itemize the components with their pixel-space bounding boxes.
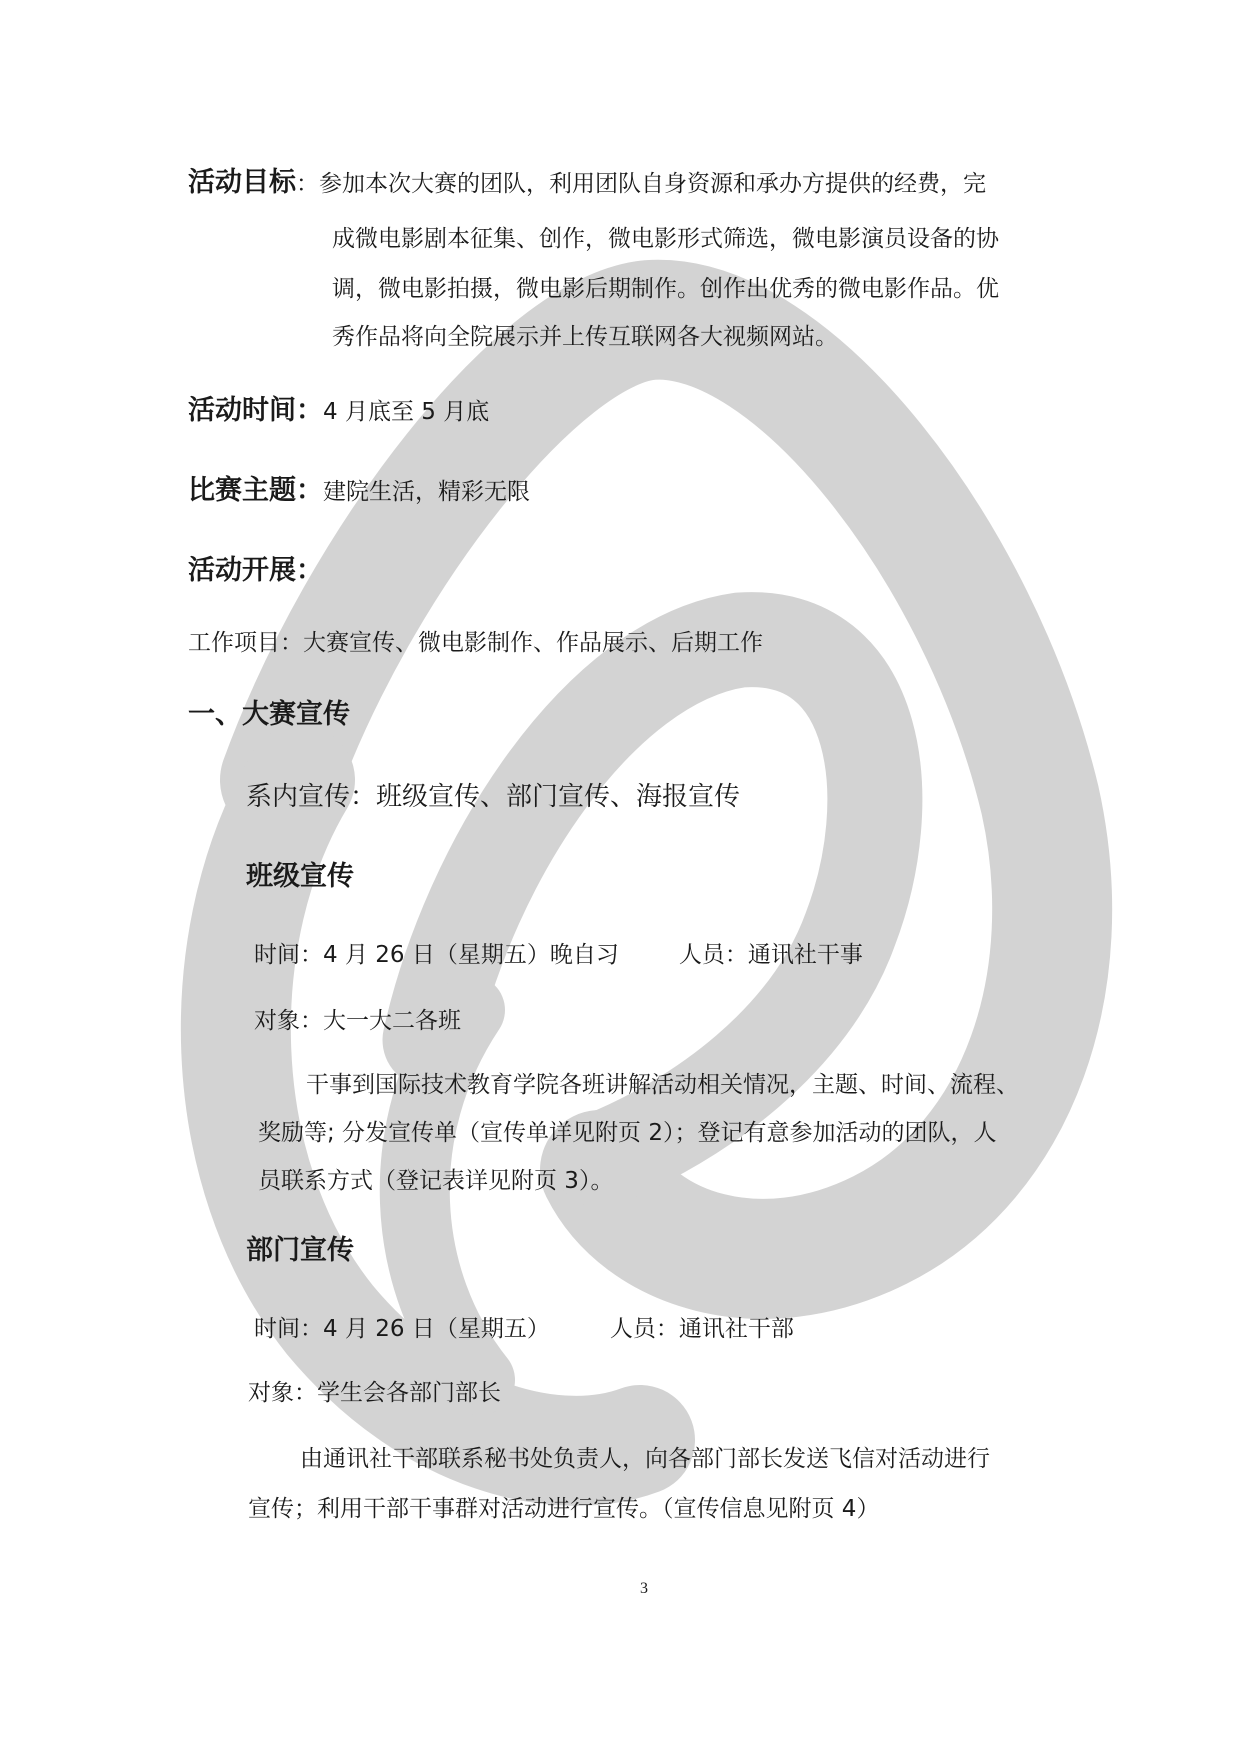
- dept-promo-staff: 人员：通讯社干部: [609, 1316, 794, 1342]
- class-promo-desc-3: 员联系方式（登记表详见附页 3）。: [258, 1168, 614, 1194]
- theme-value: 建院生活，精彩无限: [323, 479, 530, 505]
- goal-text-4: 秀作品将向全院展示并上传互联网各大视频网站。: [332, 324, 838, 350]
- class-promo-title: [246, 860, 354, 895]
- dept-promo-desc-1: 由通讯社干部联系秘书处负责人，向各部门部长发送飞信对活动进行: [300, 1446, 990, 1472]
- dept-promo-title-text: 部门宣传: [246, 1235, 354, 1266]
- work-items: 工作项目：大赛宣传、微电影制作、作品展示、后期工作: [188, 630, 763, 656]
- dept-promo-meta: [254, 1312, 794, 1346]
- class-promo-title-text: 班级宣传: [246, 861, 354, 892]
- class-promo-desc-1: 干事到国际技术教育学院各班讲解活动相关情况，主题、时间、流程、: [306, 1072, 1019, 1098]
- class-promo-time: 时间：4 月 26 日（星期五）晚自习: [254, 942, 619, 968]
- time-label: 活动时间：: [188, 395, 323, 426]
- goal-line-1: [188, 166, 986, 201]
- page-number: 3: [640, 1580, 648, 1597]
- develop-label: 活动开展：: [188, 555, 323, 586]
- dept-promo-title: [246, 1234, 354, 1269]
- goal-text-3: 调，微电影拍摄，微电影后期制作。创作出优秀的微电影作品。优: [332, 276, 999, 302]
- class-promo-target: 对象：大一大二各班: [254, 1008, 461, 1034]
- class-promo-desc-2: 奖励等; 分发宣传单（宣传单详见附页 2）；登记有意参加活动的团队，人: [258, 1120, 997, 1146]
- goal-text-1: 参加本次大赛的团队，利用团队自身资源和承办方提供的经费，完: [319, 171, 986, 197]
- theme-label: 比赛主题：: [188, 475, 323, 506]
- time-value: 4 月底至 5 月底: [323, 399, 490, 425]
- theme-row: [188, 474, 530, 509]
- section1-title: [188, 698, 350, 733]
- dept-promo-desc-2: 宣传；利用干部干事群对活动进行宣传。（宣传信息见附页 4）: [248, 1496, 880, 1522]
- goal-sep: ：: [296, 171, 319, 197]
- section1-title-text: 一、大赛宣传: [188, 699, 350, 730]
- time-row: [188, 394, 489, 429]
- develop-heading: [188, 554, 323, 589]
- goal-text-2: 成微电影剧本征集、创作，微电影形式筛选，微电影演员设备的协: [332, 226, 999, 252]
- class-promo-staff: 人员：通讯社干事: [678, 942, 863, 968]
- dept-promo-target: 对象：学生会各部门部长: [248, 1380, 501, 1406]
- dept-promo-time: 时间：4 月 26 日（星期五）: [254, 1316, 550, 1342]
- class-promo-meta: [254, 938, 863, 972]
- goal-label: 活动目标: [188, 167, 296, 198]
- section1-intro: 系内宣传：班级宣传、部门宣传、海报宣传: [246, 782, 741, 812]
